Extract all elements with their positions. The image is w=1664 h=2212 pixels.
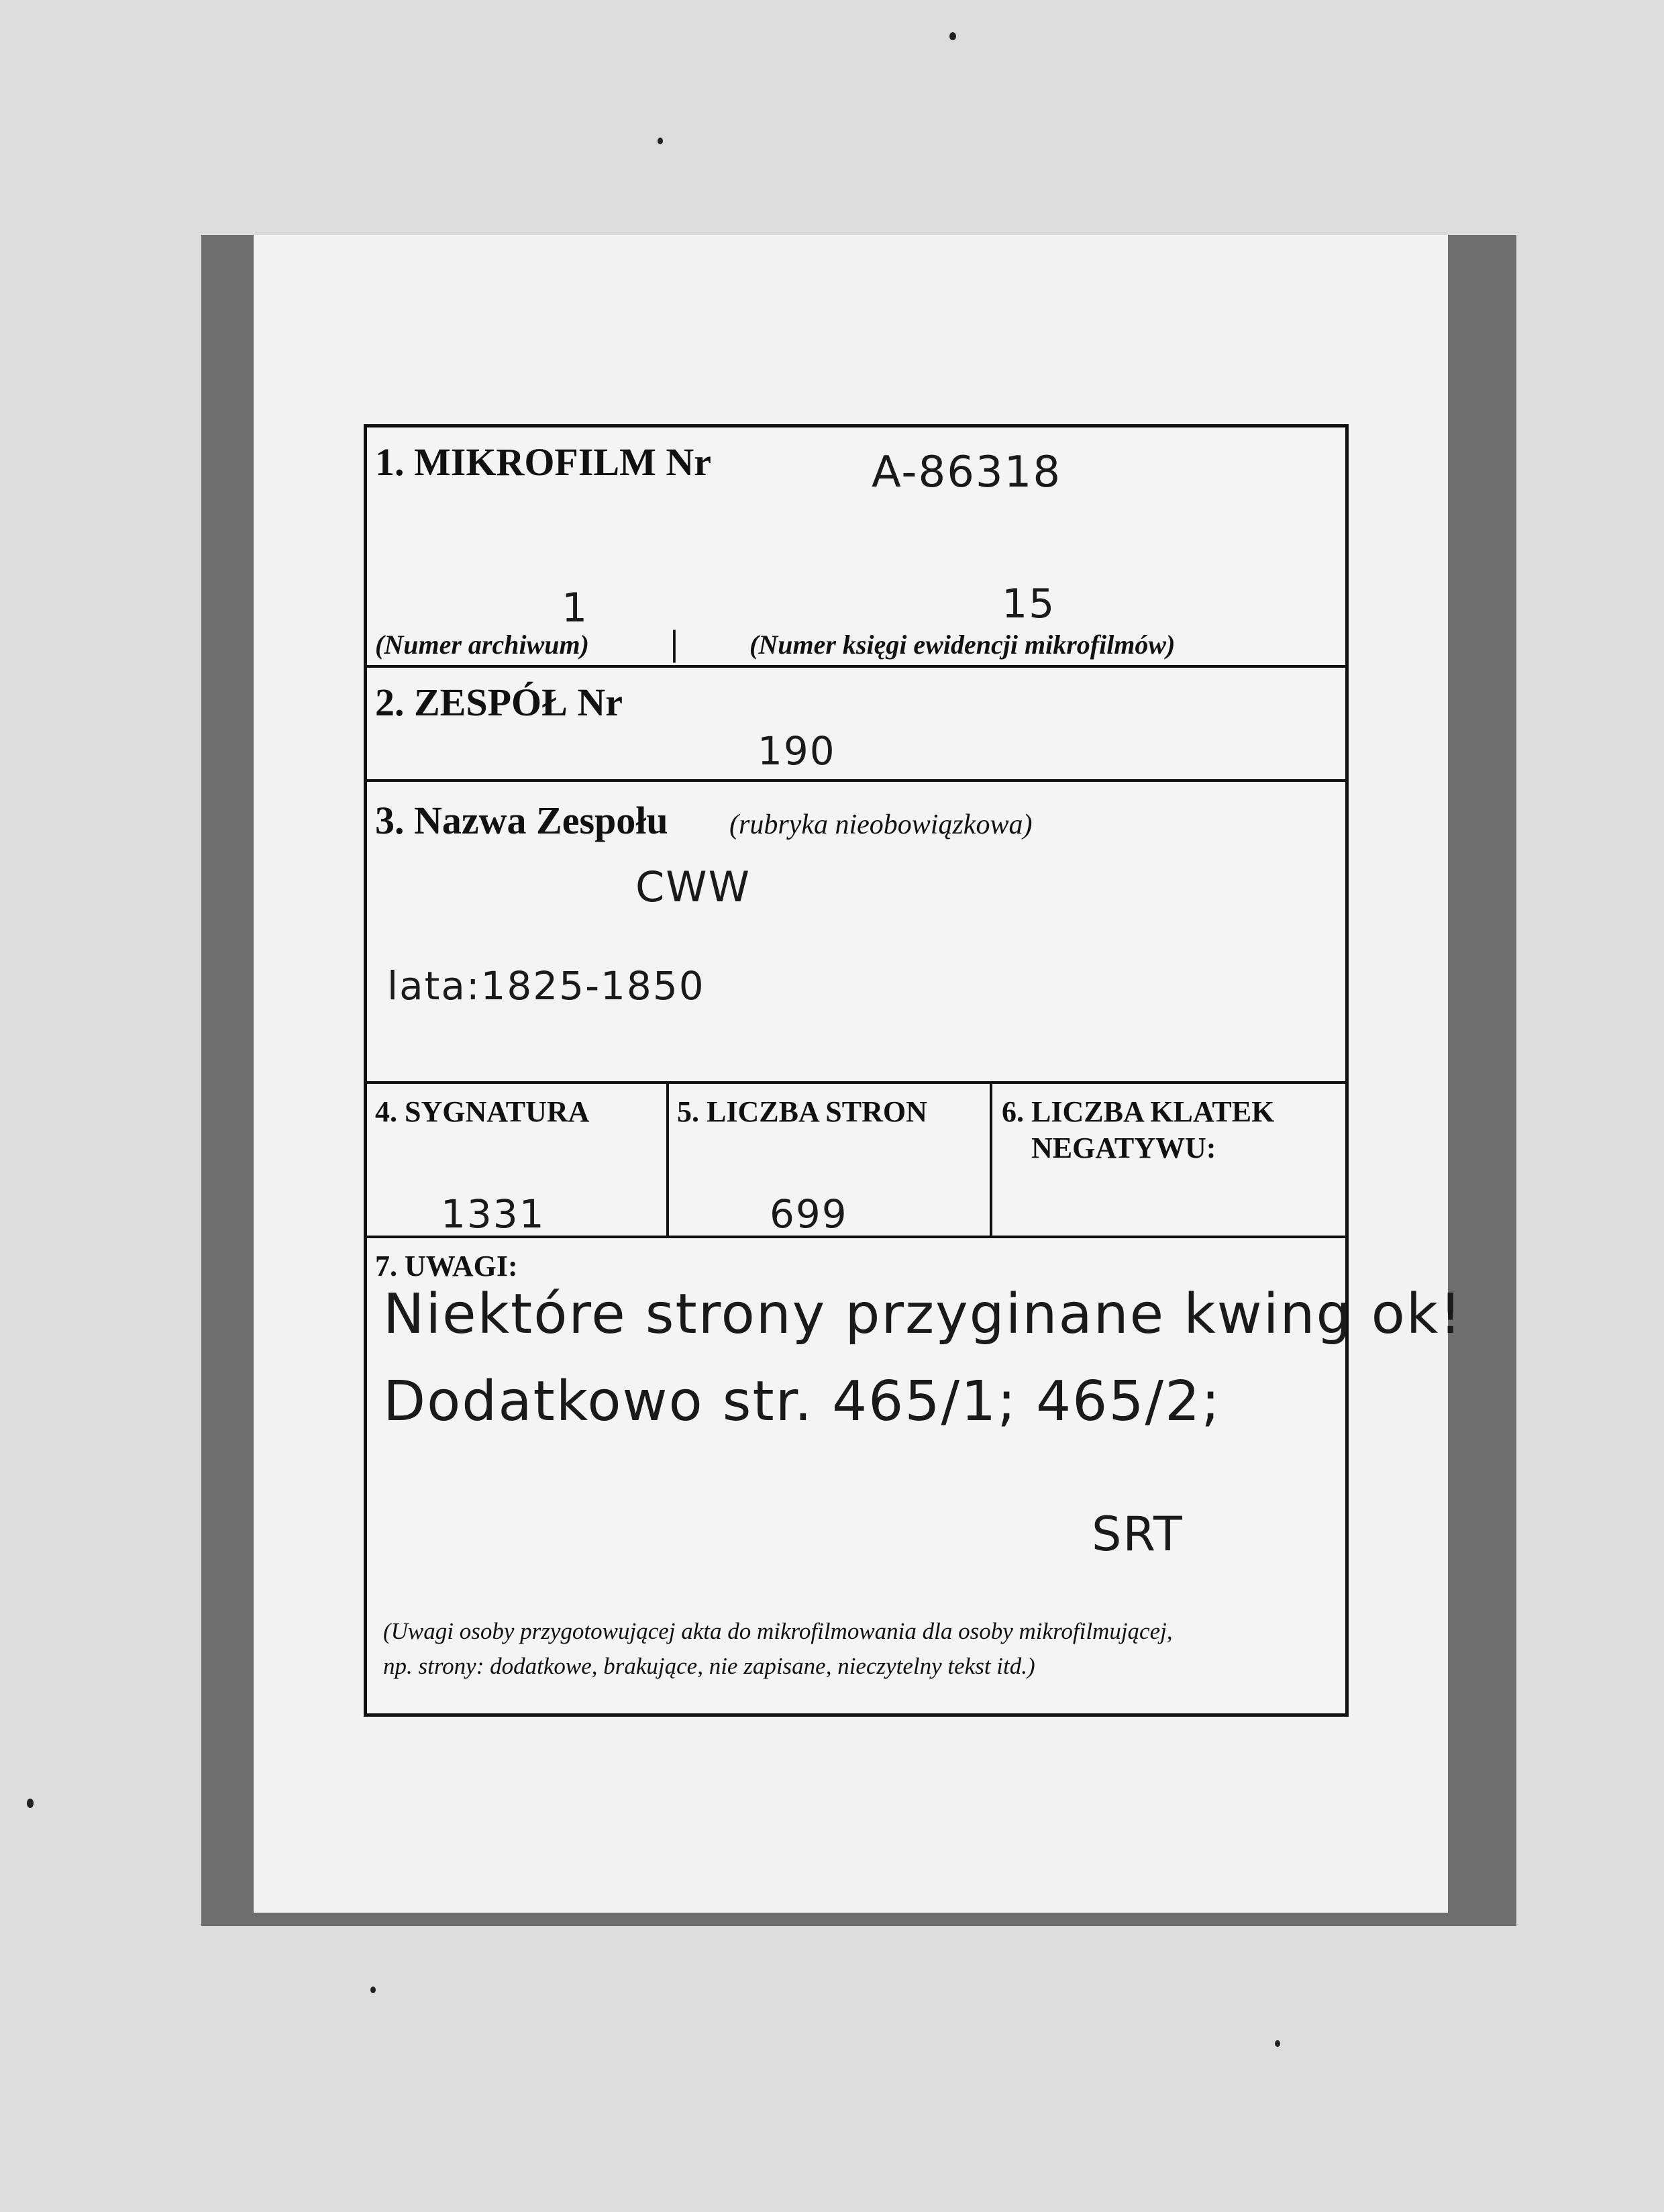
section-fonds-number <box>367 668 1345 782</box>
remarks-label: 7. UWAGI: <box>375 1250 518 1283</box>
scan-speck <box>1275 2040 1280 2047</box>
section-signature-pages-frames <box>367 1084 1345 1238</box>
fonds-name-value: CWW <box>635 862 751 911</box>
archive-number-caption: (Numer archiwum) <box>375 630 589 660</box>
page-count-label: 5. LICZBA STRON <box>677 1095 927 1128</box>
microfilm-number-label: 1. MIKROFILM Nr <box>375 440 711 484</box>
scan-speck <box>370 1987 376 1993</box>
scan-speck <box>949 32 956 40</box>
section-fonds-name <box>367 782 1345 1084</box>
section-remarks <box>367 1238 1463 1715</box>
fonds-name-label: 3. Nazwa Zespołu <box>375 799 668 842</box>
fonds-number-value: 190 <box>758 728 836 774</box>
section-microfilm <box>367 428 1345 668</box>
archive-number-value: 1 <box>562 585 589 632</box>
initials: SRT <box>1092 1507 1184 1562</box>
register-number-caption: (Numer księgi ewidencji mikrofilmów) <box>749 630 1176 660</box>
fonds-years-value: lata:1825-1850 <box>387 963 705 1009</box>
microfilm-number-value: A-86318 <box>872 448 1062 497</box>
scan-speck <box>658 138 663 144</box>
column-divider <box>666 1084 669 1236</box>
signature-value: 1331 <box>441 1191 545 1237</box>
microfilm-form <box>364 424 1463 1717</box>
frame-count-label-line1: 6. LICZBA KLATEK <box>1002 1095 1275 1128</box>
page-count-value: 699 <box>770 1191 848 1237</box>
remarks-line-1: Niektóre strony przyginane kwing ok! <box>383 1283 1463 1346</box>
scan-speck <box>27 1799 34 1808</box>
column-divider <box>990 1084 992 1236</box>
register-number-value: 15 <box>1002 581 1056 627</box>
fonds-name-optional-note: (rubryka nieobowiązkowa) <box>729 809 1033 840</box>
remarks-footnote-line-1: (Uwagi osoby przygotowującej akta do mikrofilmowania dla osoby mikrofilmującej, <box>383 1618 1173 1644</box>
fonds-number-label: 2. ZESPÓŁ Nr <box>375 681 623 724</box>
remarks-footnote-line-2: np. strony: dodatkowe, brakujące, nie zapisane, nieczytelny tekst itd.) <box>383 1653 1035 1679</box>
remarks-line-2: Dodatkowo str. 465/1; 465/2; <box>383 1370 1221 1434</box>
frame-count-label-line2: NEGATYWU: <box>1031 1132 1216 1164</box>
caption-divider: | <box>670 623 678 663</box>
signature-label: 4. SYGNATURA <box>375 1095 590 1128</box>
